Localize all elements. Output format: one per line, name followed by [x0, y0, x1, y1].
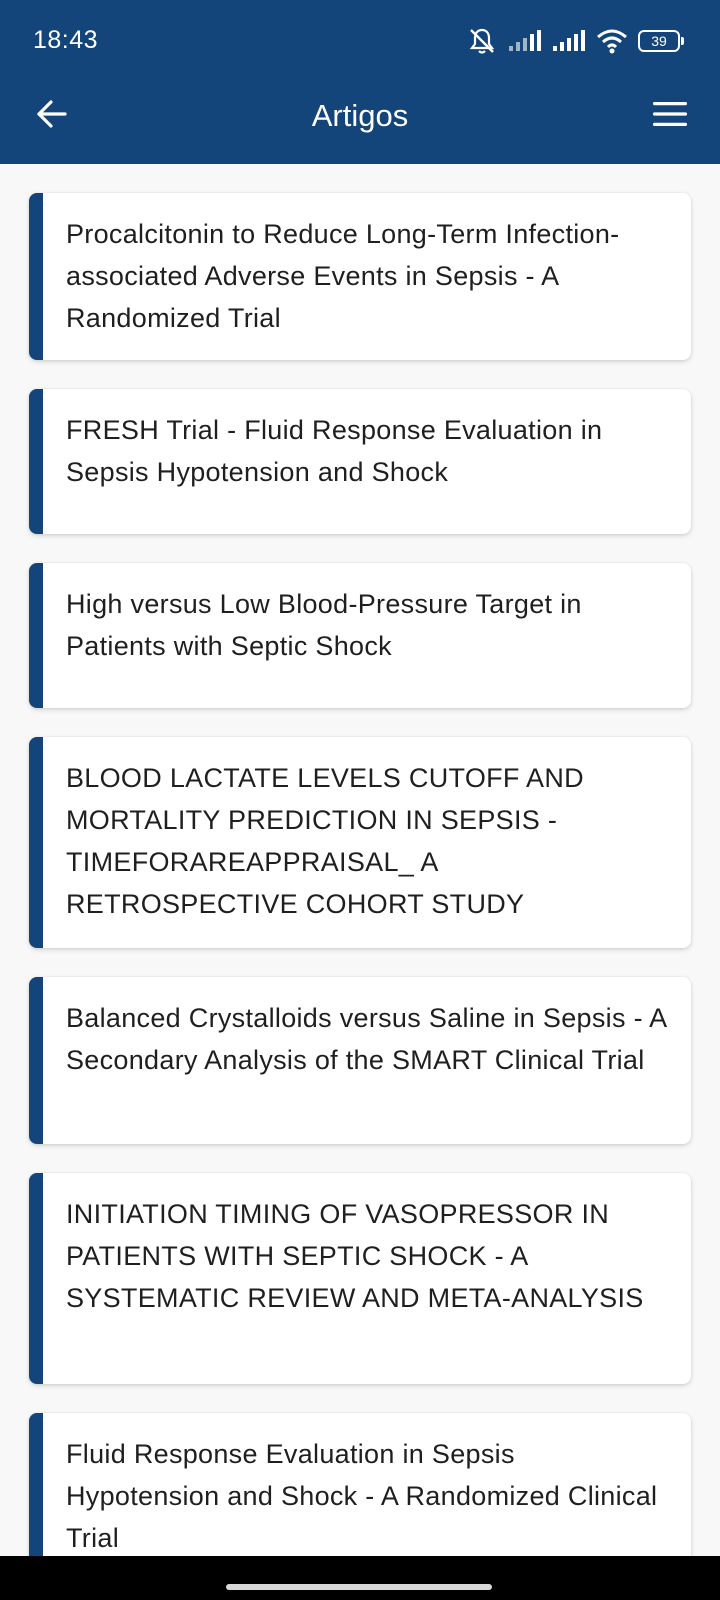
status-time: 18:43: [33, 26, 99, 54]
signal-icon: [508, 29, 542, 53]
hamburger-menu-icon: [653, 101, 687, 132]
article-title: BLOOD LACTATE LEVELS CUTOFF AND MORTALITY PREDICTION IN SEPSIS - TIMEFORAREAPPRAISAL_ A RETROSPECTIVE COHORT STUDY: [66, 763, 584, 919]
article-title: Balanced Crystalloids versus Saline in Sepsis - A Secondary Analysis of the SMART Clinical Trial: [66, 1003, 666, 1075]
menu-button[interactable]: [648, 94, 692, 138]
mute-icon: [466, 26, 498, 56]
app-bar: [0, 84, 720, 164]
home-gesture-handle[interactable]: [226, 1584, 492, 1590]
article-card[interactable]: [29, 389, 691, 534]
article-title: Fluid Response Evaluation in Sepsis Hypotension and Shock - A Randomized Clinical Trial: [66, 1439, 658, 1553]
system-navigation-bar: [0, 1556, 720, 1600]
status-bar: [0, 0, 720, 84]
article-title: High versus Low Blood-Pressure Target in Patients with Septic Shock: [66, 589, 582, 661]
status-icons: [466, 24, 680, 58]
article-card[interactable]: [29, 737, 691, 948]
battery-level: 39: [651, 33, 667, 49]
article-title: Procalcitonin to Reduce Long-Term Infection-associated Adverse Events in Sepsis - A Randomized Trial: [66, 219, 620, 333]
signal-icon: [552, 29, 586, 53]
article-card[interactable]: [29, 1173, 691, 1384]
article-list[interactable]: [0, 164, 720, 1556]
article-card[interactable]: [29, 563, 691, 708]
app-header: [0, 0, 720, 164]
article-card[interactable]: [29, 1413, 691, 1556]
battery-icon: [638, 30, 680, 52]
wifi-icon: [596, 28, 628, 54]
article-card[interactable]: [29, 193, 691, 360]
article-title: INITIATION TIMING OF VASOPRESSOR IN PATIENTS WITH SEPTIC SHOCK - A SYSTEMATIC REVIEW AND META-ANALYSIS: [66, 1199, 644, 1313]
article-card[interactable]: [29, 977, 691, 1144]
page-title: Artigos: [311, 98, 409, 133]
article-title: FRESH Trial - Fluid Response Evaluation in Sepsis Hypotension and Shock: [66, 415, 603, 487]
